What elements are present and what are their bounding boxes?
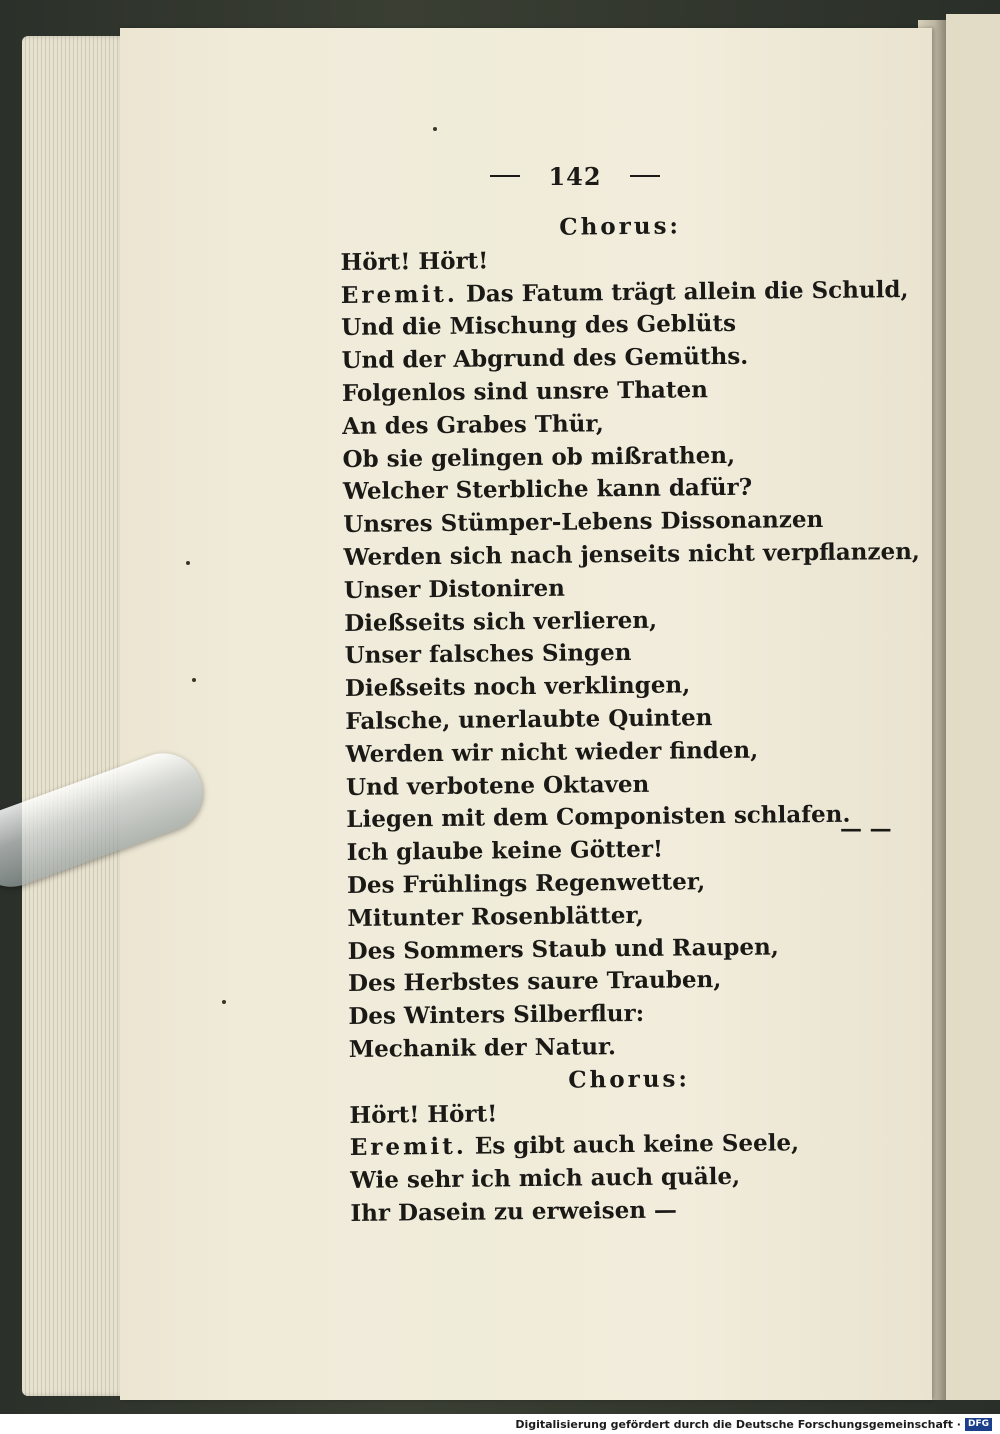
page-number: 142 [548, 161, 602, 191]
verse-text [340, 208, 921, 1231]
line-text: Liegen mit dem Componisten schlafen. [346, 801, 851, 834]
line-text: Werden wir nicht wieder finden, [345, 736, 759, 768]
line-text: Wie sehr ich mich auch quäle, [349, 1162, 741, 1195]
line-text: Und der Abgrund des Gemüths. [341, 342, 749, 375]
dfg-logo: DFG [965, 1418, 992, 1431]
facing-page-edge [946, 14, 1000, 1400]
speck [192, 678, 196, 682]
line-text: Falsche, unerlaubte Quinten [345, 704, 713, 735]
line-text: Folgenlos sind unsre Thaten [341, 376, 709, 407]
line-text: Ich glaube keine Götter! [346, 835, 664, 867]
line-text: Chorus: [568, 1065, 691, 1094]
header-dash-left [490, 175, 520, 177]
line-text: Unser falsches Singen [344, 639, 632, 670]
line-text: Des Sommers Staub und Raupen, [347, 932, 779, 965]
line-text: Ihr Dasein zu erweisen — [350, 1196, 678, 1227]
line-text: Unser Distoniren [343, 574, 566, 604]
line-text: Des Winters Silberflur: [348, 999, 645, 1031]
line-text: Werden sich nach jenseits nicht verpflanzen, [343, 537, 921, 571]
line-text: Das Fatum trägt allein die Schuld, [465, 275, 909, 308]
line-text: Und verbotene Oktaven [345, 770, 650, 801]
line-text: Welcher Sterbliche kann dafür? [342, 474, 753, 506]
line-text: Des Frühlings Regenwetter, [346, 868, 706, 899]
verse-line [340, 274, 909, 313]
speaker-name: Eremit. [340, 280, 458, 309]
credit-text: Digitalisierung gefördert durch die Deutsche Forschungsgemeinschaft · [515, 1417, 961, 1431]
line-text: Und die Mischung des Geblüts [341, 310, 737, 342]
line-text: Chorus: [559, 212, 682, 241]
trailing-dash: — — [840, 816, 892, 842]
verse-line [346, 798, 906, 837]
line-text: Des Herbstes saure Trauben, [347, 966, 722, 998]
speck [433, 127, 437, 131]
line-text: Hört! Hört! [340, 247, 489, 276]
line-text: Dießseits sich verlieren, [344, 606, 658, 637]
verse-line [350, 1192, 910, 1231]
speck [186, 561, 190, 565]
digitization-credit [0, 1414, 1000, 1434]
line-text: Es gibt auch keine Seele, [474, 1129, 800, 1160]
line-text: Unsres Stümper-Lebens Dissonanzen [343, 506, 824, 539]
speaker-name: Eremit. [349, 1133, 467, 1162]
line-text: An des Grabes Thür, [342, 410, 604, 440]
line-text: Dießseits noch verklingen, [344, 671, 691, 703]
line-text: Hört! Hört! [349, 1099, 498, 1129]
page-header [490, 156, 660, 196]
header-dash-right [630, 175, 660, 177]
verse-line [343, 536, 921, 575]
line-text: Mitunter Rosenblätter, [347, 901, 644, 932]
line-text: Ob sie gelingen ob mißrathen, [342, 441, 736, 473]
line-text: Mechanik der Natur. [348, 1033, 617, 1063]
speck [222, 1000, 226, 1004]
